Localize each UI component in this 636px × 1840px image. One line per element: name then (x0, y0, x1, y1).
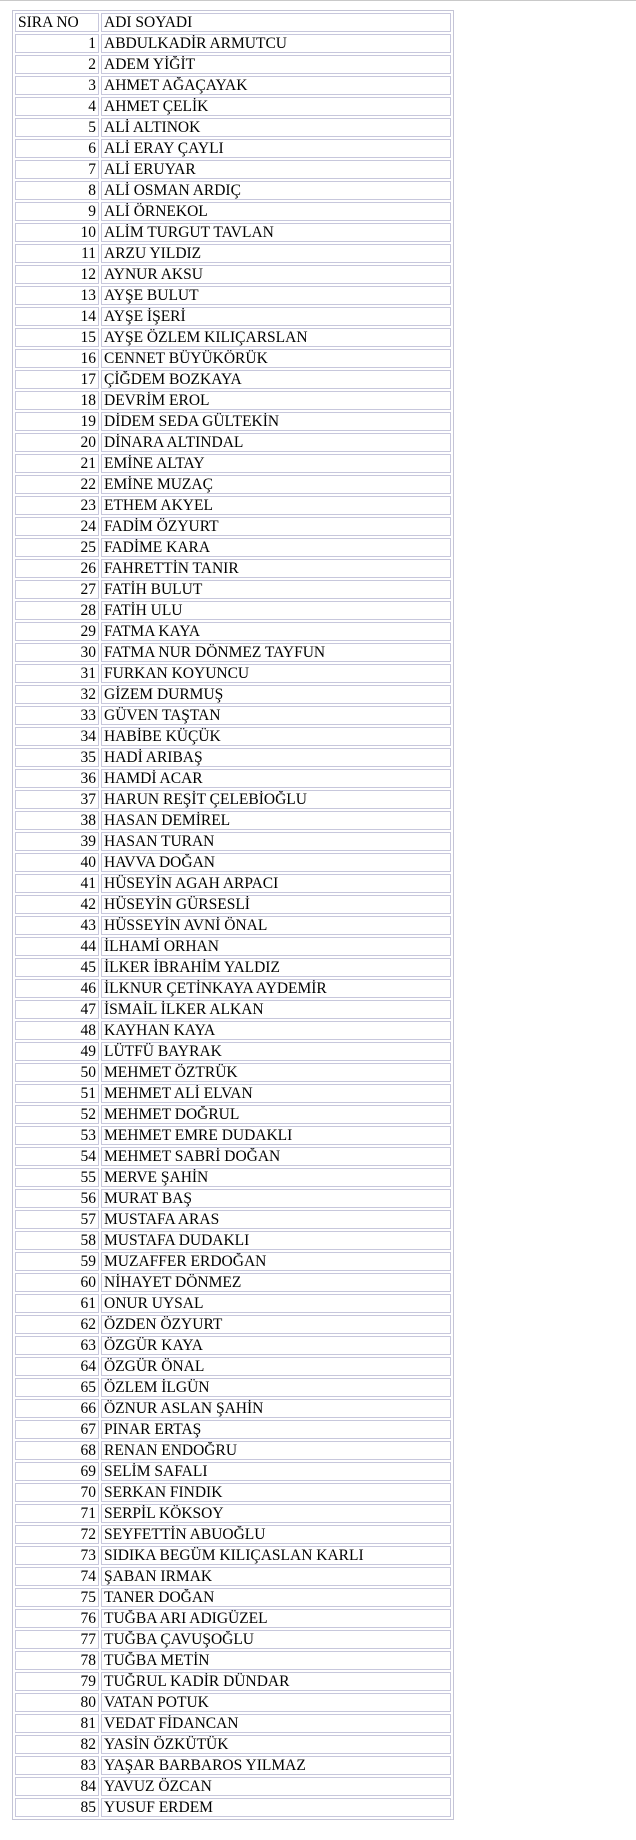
row-full-name: MEHMET SABRİ DOĞAN (101, 1147, 451, 1166)
row-number: 22 (15, 475, 99, 494)
row-full-name: AHMET AĞAÇAYAK (101, 76, 451, 95)
row-number: 19 (15, 412, 99, 431)
table-row (15, 307, 451, 326)
table-row (15, 433, 451, 452)
row-full-name: VATAN POTUK (101, 1693, 451, 1712)
table-row (15, 34, 451, 53)
row-full-name: HÜSEYİN AGAH ARPACI (101, 874, 451, 893)
row-number: 44 (15, 937, 99, 956)
row-full-name: YAVUZ ÖZCAN (101, 1777, 451, 1796)
row-full-name: MURAT BAŞ (101, 1189, 451, 1208)
row-full-name: TUĞBA ARI ADIGÜZEL (101, 1609, 451, 1628)
row-full-name: DİDEM SEDA GÜLTEKİN (101, 412, 451, 431)
row-number: 77 (15, 1630, 99, 1649)
row-number: 78 (15, 1651, 99, 1670)
row-full-name: TUĞRUL KADİR DÜNDAR (101, 1672, 451, 1691)
row-number: 29 (15, 622, 99, 641)
table-row (15, 790, 451, 809)
row-number: 80 (15, 1693, 99, 1712)
row-full-name: DİNARA ALTINDAL (101, 433, 451, 452)
row-number: 85 (15, 1798, 99, 1817)
table-row (15, 580, 451, 599)
row-number: 68 (15, 1441, 99, 1460)
row-full-name: MEHMET ALİ ELVAN (101, 1084, 451, 1103)
row-number: 70 (15, 1483, 99, 1502)
row-number: 67 (15, 1420, 99, 1439)
table-row (15, 1210, 451, 1229)
table-row (15, 832, 451, 851)
row-full-name: HAMDİ ACAR (101, 769, 451, 788)
row-full-name: YASİN ÖZKÜTÜK (101, 1735, 451, 1754)
row-full-name: MERVE ŞAHİN (101, 1168, 451, 1187)
table-row (15, 76, 451, 95)
row-number: 76 (15, 1609, 99, 1628)
table-row (15, 286, 451, 305)
row-number: 48 (15, 1021, 99, 1040)
row-full-name: YUSUF ERDEM (101, 1798, 451, 1817)
row-full-name: EMİNE MUZAÇ (101, 475, 451, 494)
table-row (15, 1063, 451, 1082)
table-row (15, 1399, 451, 1418)
row-number: 25 (15, 538, 99, 557)
row-number: 43 (15, 916, 99, 935)
row-full-name: FATMA NUR DÖNMEZ TAYFUN (101, 643, 451, 662)
table-row (15, 118, 451, 137)
table-row (15, 1651, 451, 1670)
row-full-name: TUĞBA ÇAVUŞOĞLU (101, 1630, 451, 1649)
row-number: 24 (15, 517, 99, 536)
row-number: 66 (15, 1399, 99, 1418)
row-full-name: SERKAN FINDIK (101, 1483, 451, 1502)
row-number: 56 (15, 1189, 99, 1208)
table-row (15, 1567, 451, 1586)
table-row (15, 475, 451, 494)
row-full-name: FADİME KARA (101, 538, 451, 557)
row-number: 64 (15, 1357, 99, 1376)
table-row (15, 748, 451, 767)
row-number: 41 (15, 874, 99, 893)
row-full-name: HABİBE KÜÇÜK (101, 727, 451, 746)
row-full-name: YAŞAR BARBAROS YILMAZ (101, 1756, 451, 1775)
row-number: 51 (15, 1084, 99, 1103)
table-row (15, 1084, 451, 1103)
table-row (15, 370, 451, 389)
row-number: 21 (15, 454, 99, 473)
row-number: 52 (15, 1105, 99, 1124)
table-row (15, 391, 451, 410)
table-row (15, 244, 451, 263)
row-full-name: ADEM YİĞİT (101, 55, 451, 74)
table-row (15, 1525, 451, 1544)
row-full-name: MEHMET ÖZTRÜK (101, 1063, 451, 1082)
row-full-name: ÖZNUR ASLAN ŞAHİN (101, 1399, 451, 1418)
table-row (15, 265, 451, 284)
table-row (15, 160, 451, 179)
row-full-name: HASAN DEMİREL (101, 811, 451, 830)
row-number: 1 (15, 34, 99, 53)
table-row (15, 1714, 451, 1733)
row-full-name: MEHMET EMRE DUDAKLI (101, 1126, 451, 1145)
row-number: 11 (15, 244, 99, 263)
table-row (15, 601, 451, 620)
row-full-name: HÜSEYİN GÜRSESLİ (101, 895, 451, 914)
row-full-name: ALİ ERAY ÇAYLI (101, 139, 451, 158)
row-number: 75 (15, 1588, 99, 1607)
table-row (15, 454, 451, 473)
row-full-name: SIDIKA BEGÜM KILIÇASLAN KARLI (101, 1546, 451, 1565)
table-row (15, 1231, 451, 1250)
table-row (15, 1357, 451, 1376)
row-full-name: İLHAMİ ORHAN (101, 937, 451, 956)
row-full-name: ONUR UYSAL (101, 1294, 451, 1313)
row-full-name: ALİ ERUYAR (101, 160, 451, 179)
row-full-name: SELİM SAFALI (101, 1462, 451, 1481)
row-full-name: FADİM ÖZYURT (101, 517, 451, 536)
row-full-name: ARZU YILDIZ (101, 244, 451, 263)
row-full-name: AYŞE İŞERİ (101, 307, 451, 326)
row-number: 74 (15, 1567, 99, 1586)
table-row (15, 706, 451, 725)
table-row (15, 643, 451, 662)
table-row (15, 181, 451, 200)
table-row (15, 1378, 451, 1397)
row-full-name: FATMA KAYA (101, 622, 451, 641)
row-full-name: ALİ OSMAN ARDIÇ (101, 181, 451, 200)
row-full-name: MUZAFFER ERDOĞAN (101, 1252, 451, 1271)
table-row (15, 895, 451, 914)
table-row (15, 1756, 451, 1775)
row-number: 26 (15, 559, 99, 578)
row-number: 61 (15, 1294, 99, 1313)
row-full-name: İLKNUR ÇETİNKAYA AYDEMİR (101, 979, 451, 998)
row-full-name: FATİH BULUT (101, 580, 451, 599)
header-adi-soyadi: ADI SOYADI (101, 13, 451, 32)
row-full-name: ALİ ÖRNEKOL (101, 202, 451, 221)
row-number: 33 (15, 706, 99, 725)
table-row (15, 1000, 451, 1019)
table-row (15, 1672, 451, 1691)
row-number: 30 (15, 643, 99, 662)
row-number: 32 (15, 685, 99, 704)
table-row (15, 496, 451, 515)
row-full-name: GİZEM DURMUŞ (101, 685, 451, 704)
row-full-name: MUSTAFA ARAS (101, 1210, 451, 1229)
row-full-name: RENAN ENDOĞRU (101, 1441, 451, 1460)
name-list-table (12, 10, 454, 1820)
row-number: 4 (15, 97, 99, 116)
row-number: 53 (15, 1126, 99, 1145)
table-row (15, 538, 451, 557)
row-full-name: HARUN REŞİT ÇELEBİOĞLU (101, 790, 451, 809)
row-full-name: PINAR ERTAŞ (101, 1420, 451, 1439)
row-full-name: AHMET ÇELİK (101, 97, 451, 116)
table-row (15, 412, 451, 431)
row-number: 69 (15, 1462, 99, 1481)
row-number: 10 (15, 223, 99, 242)
row-number: 71 (15, 1504, 99, 1523)
row-full-name: DEVRİM EROL (101, 391, 451, 410)
row-number: 58 (15, 1231, 99, 1250)
row-number: 55 (15, 1168, 99, 1187)
row-number: 14 (15, 307, 99, 326)
top-divider (0, 0, 636, 1)
row-number: 73 (15, 1546, 99, 1565)
row-full-name: ABDULKADİR ARMUTCU (101, 34, 451, 53)
table-row (15, 958, 451, 977)
row-number: 82 (15, 1735, 99, 1754)
row-number: 31 (15, 664, 99, 683)
row-full-name: ŞABAN IRMAK (101, 1567, 451, 1586)
row-number: 45 (15, 958, 99, 977)
row-number: 37 (15, 790, 99, 809)
table-row (15, 1630, 451, 1649)
row-full-name: ÇİĞDEM BOZKAYA (101, 370, 451, 389)
table-row (15, 979, 451, 998)
table-row (15, 1252, 451, 1271)
table-row (15, 1588, 451, 1607)
row-full-name: ÖZLEM İLGÜN (101, 1378, 451, 1397)
table-row (15, 1546, 451, 1565)
table-row (15, 517, 451, 536)
header-sira-no: SIRA NO (15, 13, 99, 32)
row-number: 63 (15, 1336, 99, 1355)
table-row (15, 1420, 451, 1439)
row-full-name: AYŞE ÖZLEM KILIÇARSLAN (101, 328, 451, 347)
row-full-name: ETHEM AKYEL (101, 496, 451, 515)
table-row (15, 1315, 451, 1334)
table-row (15, 1504, 451, 1523)
table-row (15, 622, 451, 641)
row-full-name: ALİM TURGUT TAVLAN (101, 223, 451, 242)
table-row (15, 937, 451, 956)
row-number: 42 (15, 895, 99, 914)
row-number: 46 (15, 979, 99, 998)
row-full-name: İSMAİL İLKER ALKAN (101, 1000, 451, 1019)
row-number: 84 (15, 1777, 99, 1796)
row-full-name: TUĞBA METİN (101, 1651, 451, 1670)
row-number: 2 (15, 55, 99, 74)
row-full-name: KAYHAN KAYA (101, 1021, 451, 1040)
row-number: 47 (15, 1000, 99, 1019)
row-number: 65 (15, 1378, 99, 1397)
row-number: 18 (15, 391, 99, 410)
row-full-name: SERPİL KÖKSOY (101, 1504, 451, 1523)
table-body (15, 13, 451, 1817)
table-row (15, 853, 451, 872)
row-full-name: HADİ ARIBAŞ (101, 748, 451, 767)
row-full-name: MUSTAFA DUDAKLI (101, 1231, 451, 1250)
row-full-name: İLKER İBRAHİM YALDIZ (101, 958, 451, 977)
row-full-name: VEDAT FİDANCAN (101, 1714, 451, 1733)
table-row (15, 1294, 451, 1313)
row-number: 28 (15, 601, 99, 620)
table-row (15, 223, 451, 242)
row-full-name: FATİH ULU (101, 601, 451, 620)
row-full-name: HASAN TURAN (101, 832, 451, 851)
row-number: 15 (15, 328, 99, 347)
table-row (15, 1126, 451, 1145)
table-row (15, 202, 451, 221)
row-number: 57 (15, 1210, 99, 1229)
row-number: 27 (15, 580, 99, 599)
table-row (15, 1105, 451, 1124)
table-row (15, 1147, 451, 1166)
table-row (15, 1021, 451, 1040)
row-full-name: ÖZDEN ÖZYURT (101, 1315, 451, 1334)
row-full-name: FURKAN KOYUNCU (101, 664, 451, 683)
row-full-name: SEYFETTİN ABUOĞLU (101, 1525, 451, 1544)
row-number: 38 (15, 811, 99, 830)
table-row (15, 349, 451, 368)
row-number: 8 (15, 181, 99, 200)
row-full-name: AYŞE BULUT (101, 286, 451, 305)
table-row (15, 1609, 451, 1628)
row-number: 13 (15, 286, 99, 305)
row-number: 6 (15, 139, 99, 158)
row-full-name: MEHMET DOĞRUL (101, 1105, 451, 1124)
row-number: 54 (15, 1147, 99, 1166)
row-full-name: ÖZGÜR ÖNAL (101, 1357, 451, 1376)
row-number: 5 (15, 118, 99, 137)
row-full-name: NİHAYET DÖNMEZ (101, 1273, 451, 1292)
table-row (15, 811, 451, 830)
row-number: 62 (15, 1315, 99, 1334)
row-number: 7 (15, 160, 99, 179)
table-row (15, 727, 451, 746)
row-full-name: LÜTFÜ BAYRAK (101, 1042, 451, 1061)
table-row (15, 328, 451, 347)
row-number: 60 (15, 1273, 99, 1292)
table-row (15, 1189, 451, 1208)
row-number: 35 (15, 748, 99, 767)
row-full-name: HÜSSEYİN AVNİ ÖNAL (101, 916, 451, 935)
header-row (15, 13, 451, 32)
row-number: 59 (15, 1252, 99, 1271)
row-full-name: EMİNE ALTAY (101, 454, 451, 473)
row-number: 17 (15, 370, 99, 389)
table-row (15, 1273, 451, 1292)
row-number: 40 (15, 853, 99, 872)
table-row (15, 1777, 451, 1796)
table-row (15, 97, 451, 116)
table-row (15, 1336, 451, 1355)
table-row (15, 1693, 451, 1712)
row-full-name: TANER DOĞAN (101, 1588, 451, 1607)
row-full-name: GÜVEN TAŞTAN (101, 706, 451, 725)
row-number: 12 (15, 265, 99, 284)
row-number: 39 (15, 832, 99, 851)
row-number: 49 (15, 1042, 99, 1061)
row-number: 50 (15, 1063, 99, 1082)
table-row (15, 664, 451, 683)
row-full-name: ÖZGÜR KAYA (101, 1336, 451, 1355)
table-row (15, 1168, 451, 1187)
row-number: 81 (15, 1714, 99, 1733)
table-row (15, 1483, 451, 1502)
table-row (15, 1042, 451, 1061)
row-number: 79 (15, 1672, 99, 1691)
row-number: 23 (15, 496, 99, 515)
table-row (15, 769, 451, 788)
table-row (15, 1462, 451, 1481)
row-number: 34 (15, 727, 99, 746)
table-row (15, 685, 451, 704)
row-number: 36 (15, 769, 99, 788)
table-row (15, 1441, 451, 1460)
table-row (15, 55, 451, 74)
row-number: 16 (15, 349, 99, 368)
table-row (15, 1798, 451, 1817)
row-number: 9 (15, 202, 99, 221)
row-number: 20 (15, 433, 99, 452)
row-full-name: FAHRETTİN TANIR (101, 559, 451, 578)
row-full-name: AYNUR AKSU (101, 265, 451, 284)
row-full-name: ALİ ALTINOK (101, 118, 451, 137)
row-full-name: HAVVA DOĞAN (101, 853, 451, 872)
table-row (15, 559, 451, 578)
table-row (15, 916, 451, 935)
row-full-name: CENNET BÜYÜKÖRÜK (101, 349, 451, 368)
row-number: 83 (15, 1756, 99, 1775)
row-number: 72 (15, 1525, 99, 1544)
row-number: 3 (15, 76, 99, 95)
table-row (15, 1735, 451, 1754)
table-row (15, 874, 451, 893)
table-row (15, 139, 451, 158)
